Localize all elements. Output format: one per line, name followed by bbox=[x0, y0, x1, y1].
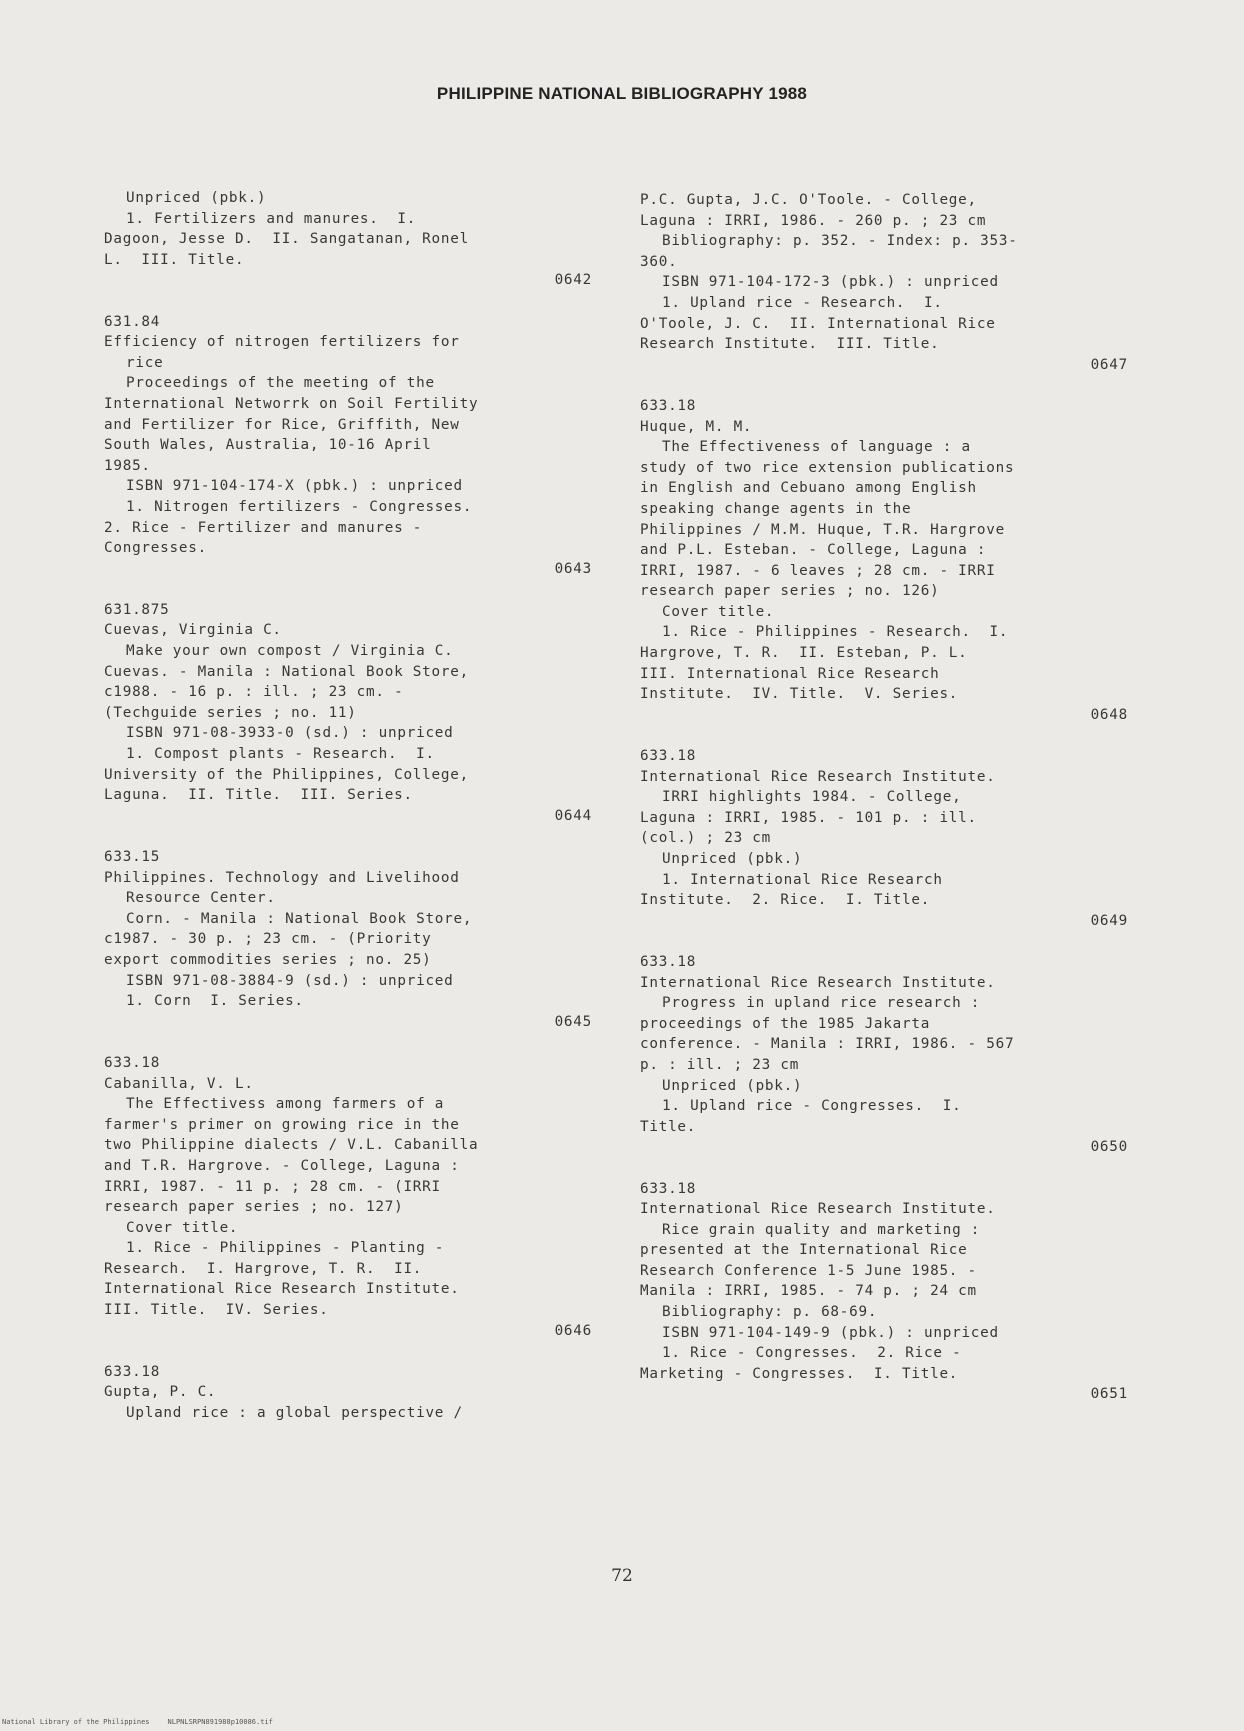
entry-line: research paper series ; no. 127) bbox=[104, 1199, 404, 1216]
entry-line: speaking change agents in the bbox=[640, 500, 912, 517]
entry-line: 633.18 bbox=[104, 1363, 161, 1380]
entry-number: 0644 bbox=[554, 807, 592, 824]
entry-line: Dagoon, Jesse D. II. Sangatanan, Ronel bbox=[104, 231, 469, 248]
entry-line: Unpriced (pbk.) bbox=[662, 851, 803, 867]
entry-line: South Wales, Australia, 10-16 April bbox=[104, 437, 432, 454]
entry-line: Laguna : IRRI, 1986. - 260 p. ; 23 cm bbox=[640, 212, 987, 229]
entry-line: and P.L. Esteban. - College, Laguna : bbox=[640, 542, 987, 559]
entry-number: 0646 bbox=[554, 1322, 592, 1339]
entry-line: 631.875 bbox=[104, 601, 170, 618]
bibliography-entry bbox=[104, 1053, 596, 1341]
entry-line: research paper series ; no. 126) bbox=[640, 583, 940, 600]
entry-line: conference. - Manila : IRRI, 1986. - 567 bbox=[640, 1036, 1015, 1053]
left-column bbox=[104, 188, 596, 1444]
entry-line: O'Toole, J. C. II. International Rice bbox=[640, 315, 996, 332]
entry-number: 0643 bbox=[554, 560, 592, 577]
entry-line: Institute. IV. Title. V. Series. bbox=[640, 686, 959, 703]
entry-line: 1. Rice - Philippines - Research. I. bbox=[662, 624, 1009, 641]
entry-line: 2. Rice - Fertilizer and manures - bbox=[104, 519, 423, 536]
entry-line: Cover title. bbox=[126, 1219, 239, 1236]
bibliography-entry bbox=[640, 396, 1132, 726]
entry-line: Cover title. bbox=[662, 603, 775, 620]
entry-line: P.C. Gupta, J.C. O'Toole. - College, bbox=[640, 192, 977, 208]
entry-line: Proceedings of the meeting of the bbox=[126, 375, 435, 392]
entry-line: rice bbox=[126, 354, 164, 371]
entry-number: 0650 bbox=[1090, 1139, 1128, 1156]
entry-line: 1. Corn I. Series. bbox=[126, 993, 304, 1010]
entry-line: 1. International Rice Research bbox=[662, 871, 943, 888]
entry-number: 0649 bbox=[1090, 912, 1128, 929]
entry-line: (Techguide series ; no. 11) bbox=[104, 704, 357, 721]
entry-line: International Rice Research Institute. bbox=[104, 1281, 460, 1298]
right-column bbox=[640, 190, 1132, 1426]
entry-line: farmer's primer on growing rice in the bbox=[104, 1116, 460, 1133]
entry-line: 1. Upland rice - Congresses. I. bbox=[662, 1098, 962, 1115]
entry-line: The Effectiveness of language : a bbox=[662, 439, 971, 456]
entry-line: Philippines. Technology and Livelihood bbox=[104, 869, 460, 886]
entry-line: c1987. - 30 p. ; 23 cm. - (Priority bbox=[104, 931, 432, 948]
bibliography-entry bbox=[104, 1362, 596, 1424]
bibliography-entry bbox=[104, 600, 596, 827]
entry-line: Research Institute. III. Title. bbox=[640, 336, 940, 353]
entry-line: two Philippine dialects / V.L. Cabanilla bbox=[104, 1137, 479, 1154]
bibliography-entry bbox=[640, 746, 1132, 931]
entry-line: Efficiency of nitrogen fertilizers for bbox=[104, 334, 460, 351]
entry-line: ISBN 971-104-149-9 (pbk.) : unpriced bbox=[662, 1324, 999, 1341]
entry-line: ISBN 971-08-3884-9 (sd.) : unpriced bbox=[126, 972, 454, 989]
bibliography-entry bbox=[104, 312, 596, 580]
entry-line: 1985. bbox=[104, 457, 151, 474]
entry-line: 633.18 bbox=[640, 397, 697, 414]
entry-line: Laguna. II. Title. III. Series. bbox=[104, 787, 413, 804]
entry-line: 633.18 bbox=[640, 953, 697, 970]
entry-line: ISBN 971-104-172-3 (pbk.) : unpriced bbox=[662, 274, 999, 291]
entry-line: 1. Nitrogen fertilizers - Congresses. bbox=[126, 498, 473, 515]
entry-line: Research. I. Hargrove, T. R. II. bbox=[104, 1260, 423, 1277]
entry-number: 0647 bbox=[1090, 356, 1128, 373]
entry-line: Philippines / M.M. Huque, T.R. Hargrove bbox=[640, 521, 1005, 538]
entry-line: 1. Upland rice - Research. I. bbox=[662, 294, 943, 311]
entry-line: IRRI, 1987. - 6 leaves ; 28 cm. - IRRI bbox=[640, 562, 996, 579]
entry-line: The Effectivess among farmers of a bbox=[126, 1096, 445, 1113]
entry-number: 0651 bbox=[1090, 1386, 1128, 1403]
entry-line: International Rice Research Institute. bbox=[640, 974, 996, 991]
bibliography-entry bbox=[640, 190, 1132, 375]
entry-line: Hargrove, T. R. II. Esteban, P. L. bbox=[640, 645, 968, 662]
entry-line: (col.) ; 23 cm bbox=[640, 830, 772, 847]
entry-line: 633.15 bbox=[104, 849, 161, 865]
entry-line: Progress in upland rice research : bbox=[662, 995, 981, 1012]
entry-line: International Rice Research Institute. bbox=[640, 1201, 996, 1218]
entry-line: III. International Rice Research bbox=[640, 665, 940, 682]
entry-line: Cuevas. - Manila : National Book Store, bbox=[104, 663, 469, 680]
entry-line: University of the Philippines, College, bbox=[104, 766, 469, 783]
entry-line: 1. Compost plants - Research. I. bbox=[126, 746, 435, 763]
entry-line: Cabanilla, V. L. bbox=[104, 1075, 254, 1092]
entry-line: International Rice Research Institute. bbox=[640, 768, 996, 785]
entry-number: 0645 bbox=[554, 1013, 592, 1030]
entry-line: Unpriced (pbk.) bbox=[126, 190, 267, 206]
entry-line: Upland rice : a global perspective / bbox=[126, 1405, 463, 1422]
entry-line: III. Title. IV. Series. bbox=[104, 1302, 329, 1319]
footer-library: National Library of the Philippines bbox=[2, 1718, 150, 1726]
entry-line: study of two rice extension publications bbox=[640, 459, 1015, 476]
footer-file: NLPNLSRPN891988p10086.tif bbox=[167, 1718, 273, 1726]
entry-line: and Fertilizer for Rice, Griffith, New bbox=[104, 416, 460, 433]
entry-line: Research Conference 1-5 June 1985. - bbox=[640, 1262, 977, 1279]
entry-line: p. : ill. ; 23 cm bbox=[640, 1056, 800, 1073]
entry-line: Marketing - Congresses. I. Title. bbox=[640, 1365, 959, 1382]
entry-line: Manila : IRRI, 1985. - 74 p. ; 24 cm bbox=[640, 1283, 977, 1300]
entry-line: ISBN 971-104-174-X (pbk.) : unpriced bbox=[126, 478, 463, 495]
entry-line: Bibliography: p. 68-69. bbox=[662, 1304, 878, 1321]
entry-line: IRRI, 1987. - 11 p. ; 28 cm. - (IRRI bbox=[104, 1178, 441, 1195]
entry-line: ISBN 971-08-3933-0 (sd.) : unpriced bbox=[126, 725, 454, 742]
entry-line: Laguna : IRRI, 1985. - 101 p. : ill. bbox=[640, 809, 977, 826]
entry-line: 360. bbox=[640, 253, 678, 270]
bibliography-entry bbox=[640, 1179, 1132, 1406]
bibliography-entry bbox=[640, 952, 1132, 1158]
entry-line: Congresses. bbox=[104, 540, 207, 557]
entry-line: Huque, M. M. bbox=[640, 418, 753, 435]
entry-line: Rice grain quality and marketing : bbox=[662, 1221, 981, 1238]
entry-line: Title. bbox=[640, 1118, 697, 1135]
entry-line: presented at the International Rice bbox=[640, 1242, 968, 1259]
entry-line: Resource Center. bbox=[126, 890, 276, 907]
bibliography-entry bbox=[104, 188, 596, 291]
entry-line: in English and Cebuano among English bbox=[640, 480, 977, 497]
entry-line: proceedings of the 1985 Jakarta bbox=[640, 1015, 931, 1032]
entry-line: 633.18 bbox=[640, 748, 697, 765]
entry-line: Corn. - Manila : National Book Store, bbox=[126, 910, 473, 927]
page-title: PHILIPPINE NATIONAL BIBLIOGRAPHY 1988 bbox=[436, 84, 808, 103]
entry-line: export commodities series ; no. 25) bbox=[104, 951, 432, 968]
entry-line: 633.18 bbox=[104, 1054, 161, 1071]
entry-line: IRRI highlights 1984. - College, bbox=[662, 789, 962, 806]
entry-number: 0648 bbox=[1090, 706, 1128, 723]
entry-line: c1988. - 16 p. : ill. ; 23 cm. - bbox=[104, 684, 404, 701]
entry-line: L. III. Title. bbox=[104, 251, 245, 268]
entry-line: Make your own compost / Virginia C. bbox=[126, 643, 454, 660]
entry-line: International Networrk on Soil Fertility bbox=[104, 395, 479, 412]
bibliography-entry bbox=[104, 847, 596, 1032]
entry-line: Gupta, P. C. bbox=[104, 1384, 217, 1401]
entry-line: Institute. 2. Rice. I. Title. bbox=[640, 892, 931, 909]
entry-line: Cuevas, Virginia C. bbox=[104, 622, 282, 639]
entry-line: 631.84 bbox=[104, 313, 161, 330]
entry-line: Unpriced (pbk.) bbox=[662, 1077, 803, 1094]
entry-line: 1. Fertilizers and manures. I. bbox=[126, 210, 417, 227]
entry-line: 1. Rice - Philippines - Planting - bbox=[126, 1240, 445, 1257]
page-number: 72 bbox=[611, 1566, 633, 1586]
entry-line: and T.R. Hargrove. - College, Laguna : bbox=[104, 1157, 460, 1174]
scan-footer bbox=[2, 1718, 291, 1726]
entry-line: Bibliography: p. 352. - Index: p. 353- bbox=[662, 233, 1018, 250]
entry-line: 1. Rice - Congresses. 2. Rice - bbox=[662, 1345, 962, 1362]
entry-line: 633.18 bbox=[640, 1180, 697, 1197]
entry-number: 0642 bbox=[554, 272, 592, 289]
